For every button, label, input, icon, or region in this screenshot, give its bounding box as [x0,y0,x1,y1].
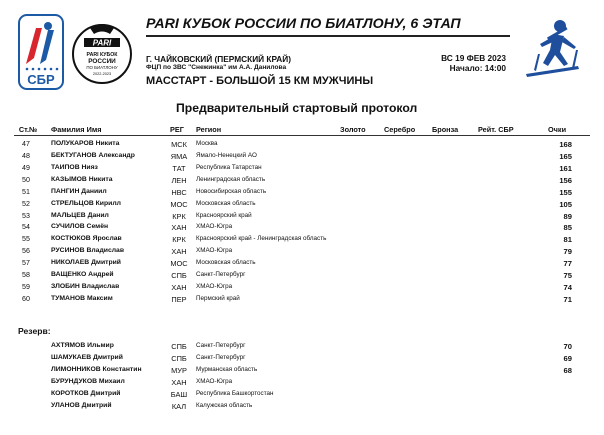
region-name: Красноярский край - Ленинградская область [196,235,327,243]
pari-brand-text: PARI [92,38,112,48]
sbr-logo-text: СБР [27,72,55,87]
table-row [0,269,604,281]
athlete-name: ВАЩЕНКО Андрей [51,271,114,279]
athlete-name: КОСТЮКОВ Ярослав [51,235,122,243]
sbr-logo [18,14,64,90]
region-code: МУР [171,365,187,375]
region-name: Красноярский край [196,211,252,219]
reserve-row [0,364,604,376]
athlete-name: КОРОТКОВ Дмитрий [51,389,121,397]
bib-number: 49 [22,163,30,172]
athlete-name: УЛАНОВ Дмитрий [51,401,112,409]
region-code: МОС [170,199,188,209]
athlete-name: АХТЯМОВ Ильмир [51,342,114,349]
points: 156 [559,175,572,185]
region-code: БАШ [170,389,188,399]
header-divider [14,135,590,136]
col-header-points: Очки [548,125,567,134]
table-row [0,293,604,305]
table-row [0,210,604,222]
region-code: ХАН [171,377,187,387]
region-code: ПЕР [171,294,187,304]
bib-number: 57 [22,259,30,268]
region-name: ХМАО-Югра [196,223,233,231]
svg-text:2022-2023: 2022-2023 [92,72,112,76]
points: 168 [559,140,572,149]
bib-number: 59 [22,283,30,292]
table-row [0,150,604,162]
region-name: Новосибирская область [196,187,267,195]
title-divider [146,35,510,37]
col-header-region: Регион [196,125,222,134]
table-row [0,221,604,233]
reserve-row [0,352,604,364]
points: 70 [563,342,572,351]
protocol-title: Предварительный стартовый протокол [176,101,418,115]
points: 68 [563,365,572,375]
table-row [0,186,604,198]
region-name: Республика Татарстан [196,163,262,171]
athlete-name: ШАМУКАЕВ Дмитрий [51,353,123,361]
region-name: ХМАО-Югра [196,377,233,385]
athlete-name: КАЗЫМОВ Никита [51,175,113,183]
athlete-name: БЕКТУГАНОВ Александр [51,151,135,159]
region-name: Мурманская область [196,365,258,373]
region-name: Пермский край [196,294,240,302]
region-name: Ямало-Ненецкий АО [196,151,257,159]
region-name: Калужская область [196,401,253,409]
bib-number: 52 [22,199,30,208]
region-code: СПБ [171,271,187,281]
table-row [0,233,604,245]
col-header-gold: Золото [340,125,366,134]
points: 77 [563,259,572,269]
table-row [0,162,604,174]
region-code: ХАН [171,223,187,233]
points: 155 [559,187,572,197]
table-row [0,245,604,257]
region-code: ХАН [171,247,187,257]
region-name: Ленинградская область [196,175,266,183]
bib-number: 50 [22,175,30,184]
bib-number: 47 [22,140,30,148]
region-code: СПБ [171,342,187,351]
pari-cup-logo [72,16,132,92]
points: 161 [559,163,572,173]
reserve-row [0,340,604,352]
athlete-name: ПОЛУКАРОВ Никита [51,140,120,147]
athlete-name: ЗЛОБИН Владислав [51,283,120,291]
athlete-name: ЛИМОННИКОВ Константин [51,365,142,373]
athlete-name: ТАИПОВ Нияз [51,163,98,171]
biathlon-pictogram-icon [520,14,584,84]
region-name: Санкт-Петербург [196,353,246,361]
svg-text:PARI КУБОК: PARI КУБОК [86,52,118,58]
region-code: ХАН [171,283,187,293]
points: 105 [559,199,572,209]
athlete-name: МАЛЬЦЕВ Данил [51,211,109,219]
region-code: ЯМА [170,151,188,161]
region-code: КРК [172,211,186,221]
region-code: МОС [170,259,188,269]
venue: Г. ЧАЙКОВСКИЙ (ПЕРМСКИЙ КРАЙ) [146,54,292,64]
region-name: ХМАО-Югра [196,247,233,255]
bib-number: 51 [22,187,30,196]
col-header-silver: Серебро [384,125,416,134]
bib-number: 56 [22,247,30,256]
col-header-rating: Рейт. СБР [478,125,514,134]
points: 69 [563,353,572,363]
athlete-name: ТУМАНОВ Максим [51,294,113,302]
bib-number: 48 [22,151,30,160]
reserve-heading: Резерв: [18,326,51,336]
reserve-row [0,400,604,412]
page-title: PARI КУБОК РОССИИ ПО БИАТЛОНУ, 6 ЭТАП [146,16,461,32]
svg-text:РОССИИ: РОССИИ [88,58,116,65]
bib-number: 60 [22,294,30,303]
points: 89 [563,211,572,221]
table-row [0,281,604,293]
points: 75 [563,271,572,281]
points: 79 [563,247,572,257]
region-name: Санкт-Петербург [196,271,246,279]
region-code: КАЛ [171,401,187,411]
start-time: Начало: 14:00 [449,63,506,73]
bib-number: 55 [22,235,30,244]
points: 74 [563,283,572,293]
athlete-name: БУРУНДУКОВ Михаил [51,377,125,385]
points: 81 [563,235,572,245]
region-name: Московская область [196,199,256,207]
table-row [0,174,604,186]
race-date: ВС 19 ФЕВ 2023 [441,53,506,63]
region-name: ХМАО-Югра [196,283,233,291]
athlete-name: НИКОЛАЕВ Дмитрий [51,259,121,267]
bib-number: 58 [22,271,30,280]
start-list [0,138,604,305]
athlete-name: СТРЕЛЬЦОВ Кирилл [51,199,121,207]
reserve-row [0,376,604,388]
points: 71 [563,294,572,304]
athlete-name: ПАНГИН Даниил [51,187,107,195]
svg-text:ПО БИАТЛОНУ: ПО БИАТЛОНУ [86,65,118,70]
venue-subtitle: ФЦП по ЗВС "Снежинка" им А.А. Данилова [146,64,287,71]
region-name: Республика Башкортостан [196,389,274,397]
region-code: ЛЕН [171,175,187,185]
table-row [0,138,604,150]
region-code: ТАТ [172,163,186,173]
region-code: НВС [171,187,187,197]
athlete-name: СУЧИЛОВ Семён [51,223,109,231]
col-header-bib: Ст.№ [18,125,38,134]
reserve-row [0,388,604,400]
points: 85 [563,223,572,233]
table-row [0,257,604,269]
points: 165 [559,151,572,161]
race-name: МАССТАРТ - БОЛЬШОЙ 15 КМ МУЖЧИНЫ [146,75,374,87]
col-header-reg: РЕГ [170,125,184,134]
athlete-name: РУСИНОВ Владислав [51,247,125,255]
region-code: МСК [171,140,187,149]
region-name: Московская область [196,259,256,267]
bib-number: 54 [22,223,30,232]
col-header-bronze: Бронза [432,125,459,134]
reserve-list [0,340,604,412]
region-name: Санкт-Петербург [196,342,246,349]
region-name: Москва [196,140,218,147]
col-header-name: Фамилия Имя [51,125,102,134]
table-row [0,198,604,210]
bib-number: 53 [22,211,30,220]
region-code: СПБ [171,353,187,363]
region-code: КРК [172,235,186,245]
